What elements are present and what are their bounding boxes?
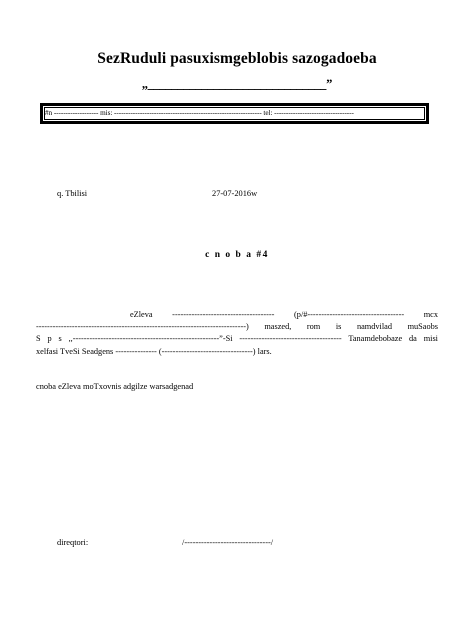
certificate-note: cnoba eZleva moTxovnis adgilze warsadgenad [36, 382, 194, 391]
body-line-4: xelfasi TveSi Seadgens --------------- (---------------------------------) lars. [36, 347, 272, 356]
body-line-2: ----------------------------------------------------------------------------) maszed, rom is namdvilad muSaobs [36, 322, 438, 331]
company-title: SezRuduli pasuxismgeblobis sazogadoeba [97, 50, 377, 67]
signature-line: /-------------------------------/ [182, 538, 274, 547]
body-line-3: S p s ,,-----------------------------------------------------”-Si ------------------------------------- Tanamdebobaze da misi [36, 334, 438, 343]
city-label: q. Tbilisi [57, 189, 88, 198]
signature-label: direqtori: [57, 538, 89, 547]
date-label: 27-07-2016w [212, 189, 258, 198]
letterhead-box [40, 103, 429, 124]
body-line-1: eZleva ------------------------------------- (p/#----------------------------------- mcx [130, 310, 438, 319]
letterhead-details: #n ------------------- mis: --------------------------------------------------------------- tel: ---------------------------------- [45, 109, 354, 117]
company-name-blank: ,,______________________________” [141, 77, 333, 91]
certificate-title: c n o b a #4 [205, 250, 269, 260]
